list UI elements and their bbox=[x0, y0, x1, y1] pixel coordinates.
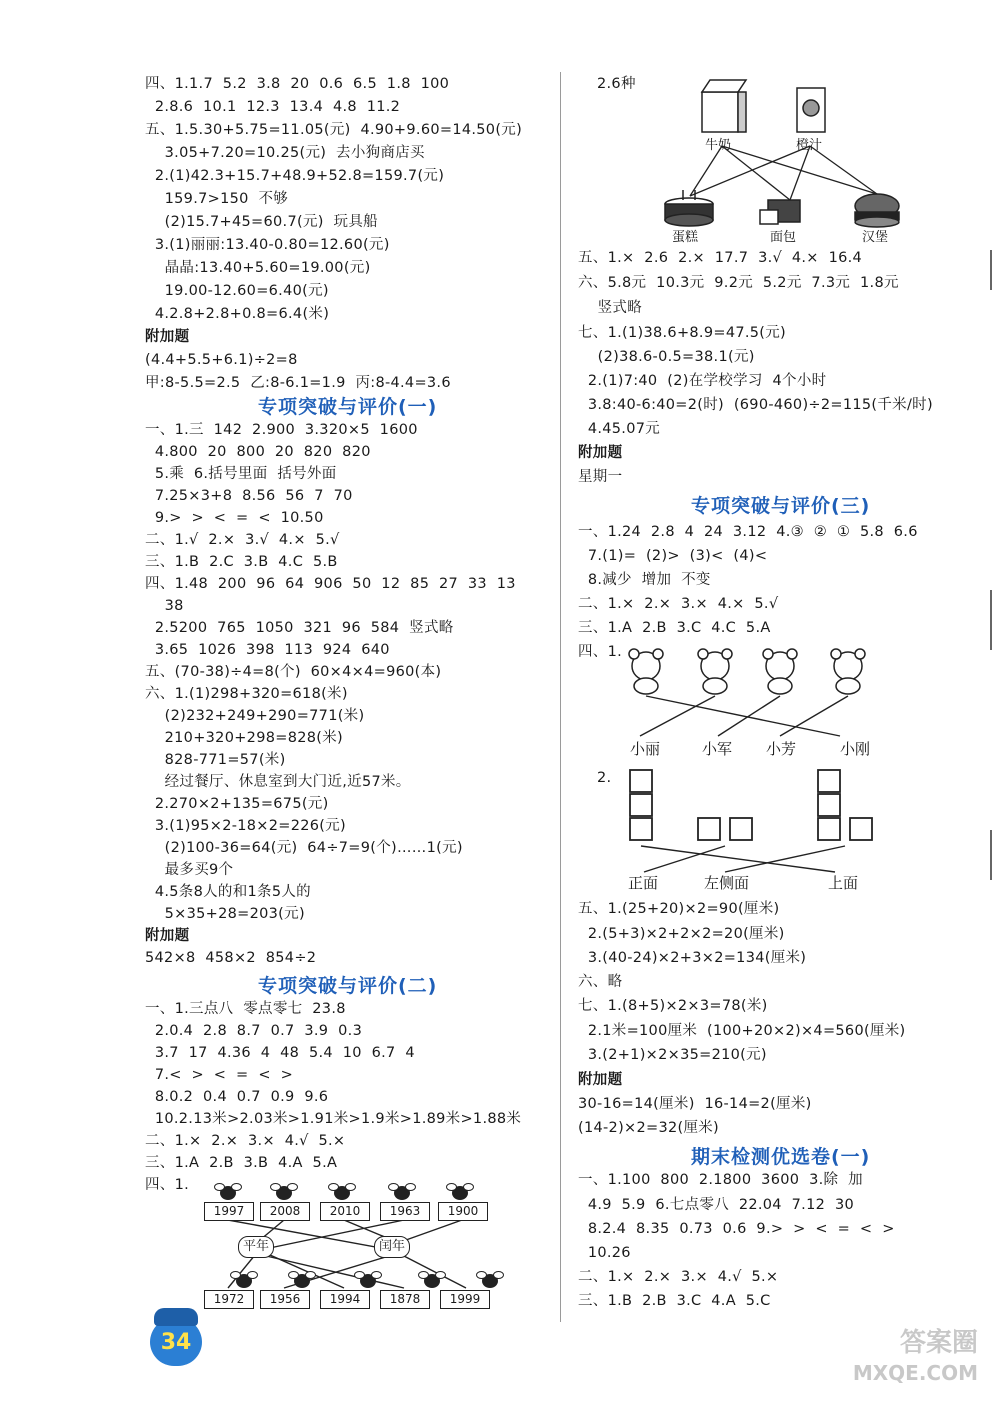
year-box: 2010 bbox=[320, 1202, 370, 1221]
answer-line: 三、1.A 2.B 3.C 4.C 5.A bbox=[578, 620, 771, 636]
answer-line: 3.7 17 4.36 4 48 5.4 10 6.7 4 bbox=[145, 1045, 415, 1061]
answer-line: 3.(1)丽丽:13.40-0.80=12.60(元) bbox=[145, 237, 390, 253]
answer-line: 4.2.8+2.8+0.8=6.4(米) bbox=[145, 306, 330, 322]
year-box: 1900 bbox=[438, 1202, 488, 1221]
year-box: 1999 bbox=[440, 1290, 490, 1309]
answer-line: 晶晶:13.40+5.60=19.00(元) bbox=[145, 260, 371, 276]
year-box: 1963 bbox=[380, 1202, 430, 1221]
answer-line: 2.(1)42.3+15.7+48.9+52.8=159.7(元) bbox=[145, 168, 445, 184]
answer-line: 7.(1)= (2)> (3)< (4)< bbox=[578, 548, 768, 564]
answer-line: 星期一 bbox=[578, 469, 623, 485]
extra-heading: 附加题 bbox=[578, 1072, 623, 1088]
answer-line: 2.0.4 2.8 8.7 0.7 3.9 0.3 bbox=[145, 1023, 363, 1039]
juice-label: 橙汁 bbox=[796, 138, 823, 153]
name-label: 小刚 bbox=[840, 740, 871, 758]
extra-heading: 附加题 bbox=[145, 329, 190, 345]
common-year-cloud: 平年 bbox=[238, 1236, 274, 1258]
answer-line: 2.270×2+135=675(元) bbox=[145, 796, 329, 812]
answer-line: 7.25×3+8 8.56 56 7 70 bbox=[145, 488, 353, 504]
answer-line: 经过餐厅、休息室到大门近,近57米。 bbox=[145, 774, 411, 790]
answer-line: 10.26 bbox=[578, 1245, 631, 1261]
answer-line: 8.减少 增加 不变 bbox=[578, 572, 711, 588]
section-title: 专项突破与评价(三) bbox=[691, 495, 871, 517]
answer-line: 二、1.√ 2.× 3.√ 4.× 5.√ bbox=[145, 532, 340, 548]
answer-line: 2.(1)7:40 (2)在学校学习 4个小时 bbox=[578, 373, 827, 389]
answer-line: 210+320+298=828(米) bbox=[145, 730, 344, 746]
name-label: 小芳 bbox=[766, 740, 797, 758]
hamburger-label: 汉堡 bbox=[862, 230, 889, 245]
answer-line: 四、1.48 200 96 64 906 50 12 85 27 33 13 bbox=[145, 576, 516, 592]
view-label: 正面 bbox=[628, 874, 659, 892]
answer-line: 38 bbox=[145, 598, 184, 614]
year-box: 2008 bbox=[260, 1202, 310, 1221]
leap-year-cloud: 闰年 bbox=[374, 1236, 410, 1258]
answer-line: 六、1.(1)298+320=618(米) bbox=[145, 686, 348, 702]
answer-line: 828-771=57(米) bbox=[145, 752, 286, 768]
answer-line: 四、1.1.7 5.2 3.8 20 0.6 6.5 1.8 100 bbox=[145, 76, 450, 92]
answer-line: 最多买9个 bbox=[145, 862, 234, 878]
answer-line: 七、1.(8+5)×2×3=78(米) bbox=[578, 998, 768, 1014]
answer-line: 4.5条8人的和1条5人的 bbox=[145, 884, 311, 900]
answer-line: (4.4+5.5+6.1)÷2=8 bbox=[145, 352, 298, 368]
answer-line: 二、1.× 2.× 3.× 4.× 5.√ bbox=[578, 596, 779, 612]
answer-line: 三、1.B 2.B 3.C 4.A 5.C bbox=[578, 1293, 771, 1309]
answer-line: 3.(2+1)×2×35=210(元) bbox=[578, 1047, 767, 1063]
answer-line: 4.800 20 800 20 820 820 bbox=[145, 444, 371, 460]
answer-line: (2)100-36=64(元) 64÷7=9(个)……1(元) bbox=[145, 840, 463, 856]
page-number-badge: 34 bbox=[150, 1318, 202, 1366]
name-label: 小军 bbox=[702, 740, 733, 758]
year-box: 1878 bbox=[380, 1290, 430, 1309]
answer-line: 2.5200 765 1050 321 96 584 竖式略 bbox=[145, 620, 454, 636]
bread-label: 面包 bbox=[770, 230, 797, 245]
answer-line: 2.6种 bbox=[597, 76, 636, 92]
watermark bbox=[853, 1328, 978, 1388]
answer-line: 五、(70-38)÷4=8(个) 60×4×4=960(本) bbox=[145, 664, 442, 680]
view-label: 上面 bbox=[828, 874, 859, 892]
answer-line: 3.8:40-6:40=2(时) (690-460)÷2=115(千米/时) bbox=[578, 397, 933, 413]
section-title: 专项突破与评价(一) bbox=[258, 396, 438, 418]
answer-line: 159.7>150 不够 bbox=[145, 191, 289, 207]
answer-line: 五、1.(25+20)×2=90(厘米) bbox=[578, 901, 780, 917]
answer-line: 六、略 bbox=[578, 974, 623, 990]
view-label: 左侧面 bbox=[704, 874, 750, 892]
answer-line: 三、1.B 2.C 3.B 4.C 5.B bbox=[145, 554, 338, 570]
name-label: 小丽 bbox=[630, 740, 661, 758]
milk-label: 牛奶 bbox=[705, 138, 732, 153]
answer-line: 四、1. bbox=[145, 1177, 190, 1193]
answer-line: (14-2)×2=32(厘米) bbox=[578, 1120, 720, 1136]
answer-line: 5×35+28=203(元) bbox=[145, 906, 305, 922]
answer-line: 一、1.三 142 2.900 3.320×5 1600 bbox=[145, 422, 418, 438]
answer-line: 四、1. bbox=[578, 644, 623, 660]
year-box: 1997 bbox=[204, 1202, 254, 1221]
year-box: 1956 bbox=[260, 1290, 310, 1309]
answer-line: 2.1米=100厘米 (100+20×2)×4=560(厘米) bbox=[578, 1023, 906, 1039]
year-box: 1972 bbox=[204, 1290, 254, 1309]
answer-line: 4.45.07元 bbox=[578, 421, 661, 437]
answer-line: 二、1.× 2.× 3.× 4.√ 5.× bbox=[578, 1269, 779, 1285]
answer-line: 甲:8-5.5=2.5 乙:8-6.1=1.9 丙:8-4.4=3.6 bbox=[145, 375, 451, 391]
answer-line: 542×8 458×2 854÷2 bbox=[145, 950, 317, 966]
answer-line: 7.< > < = < > bbox=[145, 1067, 294, 1083]
section-title: 专项突破与评价(二) bbox=[258, 975, 438, 997]
answer-line: 30-16=14(厘米) 16-14=2(厘米) bbox=[578, 1096, 812, 1112]
answer-line: 3.05+7.20=10.25(元) 去小狗商店买 bbox=[145, 145, 425, 161]
answer-line: 竖式略 bbox=[578, 300, 643, 316]
answer-line: 二、1.× 2.× 3.× 4.√ 5.× bbox=[145, 1133, 346, 1149]
answer-line: 五、1.× 2.6 2.× 17.7 3.√ 4.× 16.4 bbox=[578, 250, 863, 266]
watermark-logo-text: 答案圈 bbox=[899, 1328, 978, 1358]
answer-line: (2)232+249+290=771(米) bbox=[145, 708, 365, 724]
answer-line: (2)15.7+45=60.7(元) 玩具船 bbox=[145, 214, 378, 230]
answer-line: 3.65 1026 398 113 924 640 bbox=[145, 642, 390, 658]
answer-line: 8.0.2 0.4 0.7 0.9 9.6 bbox=[145, 1089, 329, 1105]
answer-line: 一、1.100 800 2.1800 3600 3.除 加 bbox=[578, 1172, 863, 1188]
answer-line: (2)38.6-0.5=38.1(元) bbox=[578, 349, 755, 365]
answer-line: 七、1.(1)38.6+8.9=47.5(元) bbox=[578, 325, 787, 341]
answer-line: 19.00-12.60=6.40(元) bbox=[145, 283, 329, 299]
answer-line: 5.乘 6.括号里面 括号外面 bbox=[145, 466, 337, 482]
year-box: 1994 bbox=[320, 1290, 370, 1309]
answer-line: 一、1.24 2.8 4 24 3.12 4.③ ② ① 5.8 6.6 bbox=[578, 524, 918, 540]
answer-line: 9.> > < = < 10.50 bbox=[145, 510, 324, 526]
answer-line: 三、1.A 2.B 3.B 4.A 5.A bbox=[145, 1155, 338, 1171]
question-number: 2. bbox=[597, 770, 612, 786]
extra-heading: 附加题 bbox=[145, 928, 190, 944]
answer-line: 2.(5+3)×2+2×2=20(厘米) bbox=[578, 926, 785, 942]
answer-line: 3.(1)95×2-18×2=226(元) bbox=[145, 818, 347, 834]
answer-line: 10.2.13米>2.03米>1.91米>1.9米>1.89米>1.88米 bbox=[145, 1111, 522, 1127]
extra-heading: 附加题 bbox=[578, 445, 623, 461]
answer-line: 2.8.6 10.1 12.3 13.4 4.8 11.2 bbox=[145, 99, 401, 115]
section-title: 期末检测优选卷(一) bbox=[691, 1146, 871, 1168]
answer-line: 六、5.8元 10.3元 9.2元 5.2元 7.3元 1.8元 bbox=[578, 275, 899, 291]
answer-line: 3.(40-24)×2+3×2=134(厘米) bbox=[578, 950, 807, 966]
cake-label: 蛋糕 bbox=[672, 230, 699, 245]
answer-line: 五、1.5.30+5.75=11.05(元) 4.90+9.60=14.50(元) bbox=[145, 122, 523, 138]
watermark-url: MXQE.COM bbox=[852, 1361, 978, 1385]
answer-line: 8.2.4 8.35 0.73 0.6 9.> > < = < > bbox=[578, 1221, 895, 1237]
answer-line: 一、1.三点八 零点零七 23.8 bbox=[145, 1001, 346, 1017]
answer-line: 4.9 5.9 6.七点零八 22.04 7.12 30 bbox=[578, 1197, 855, 1213]
